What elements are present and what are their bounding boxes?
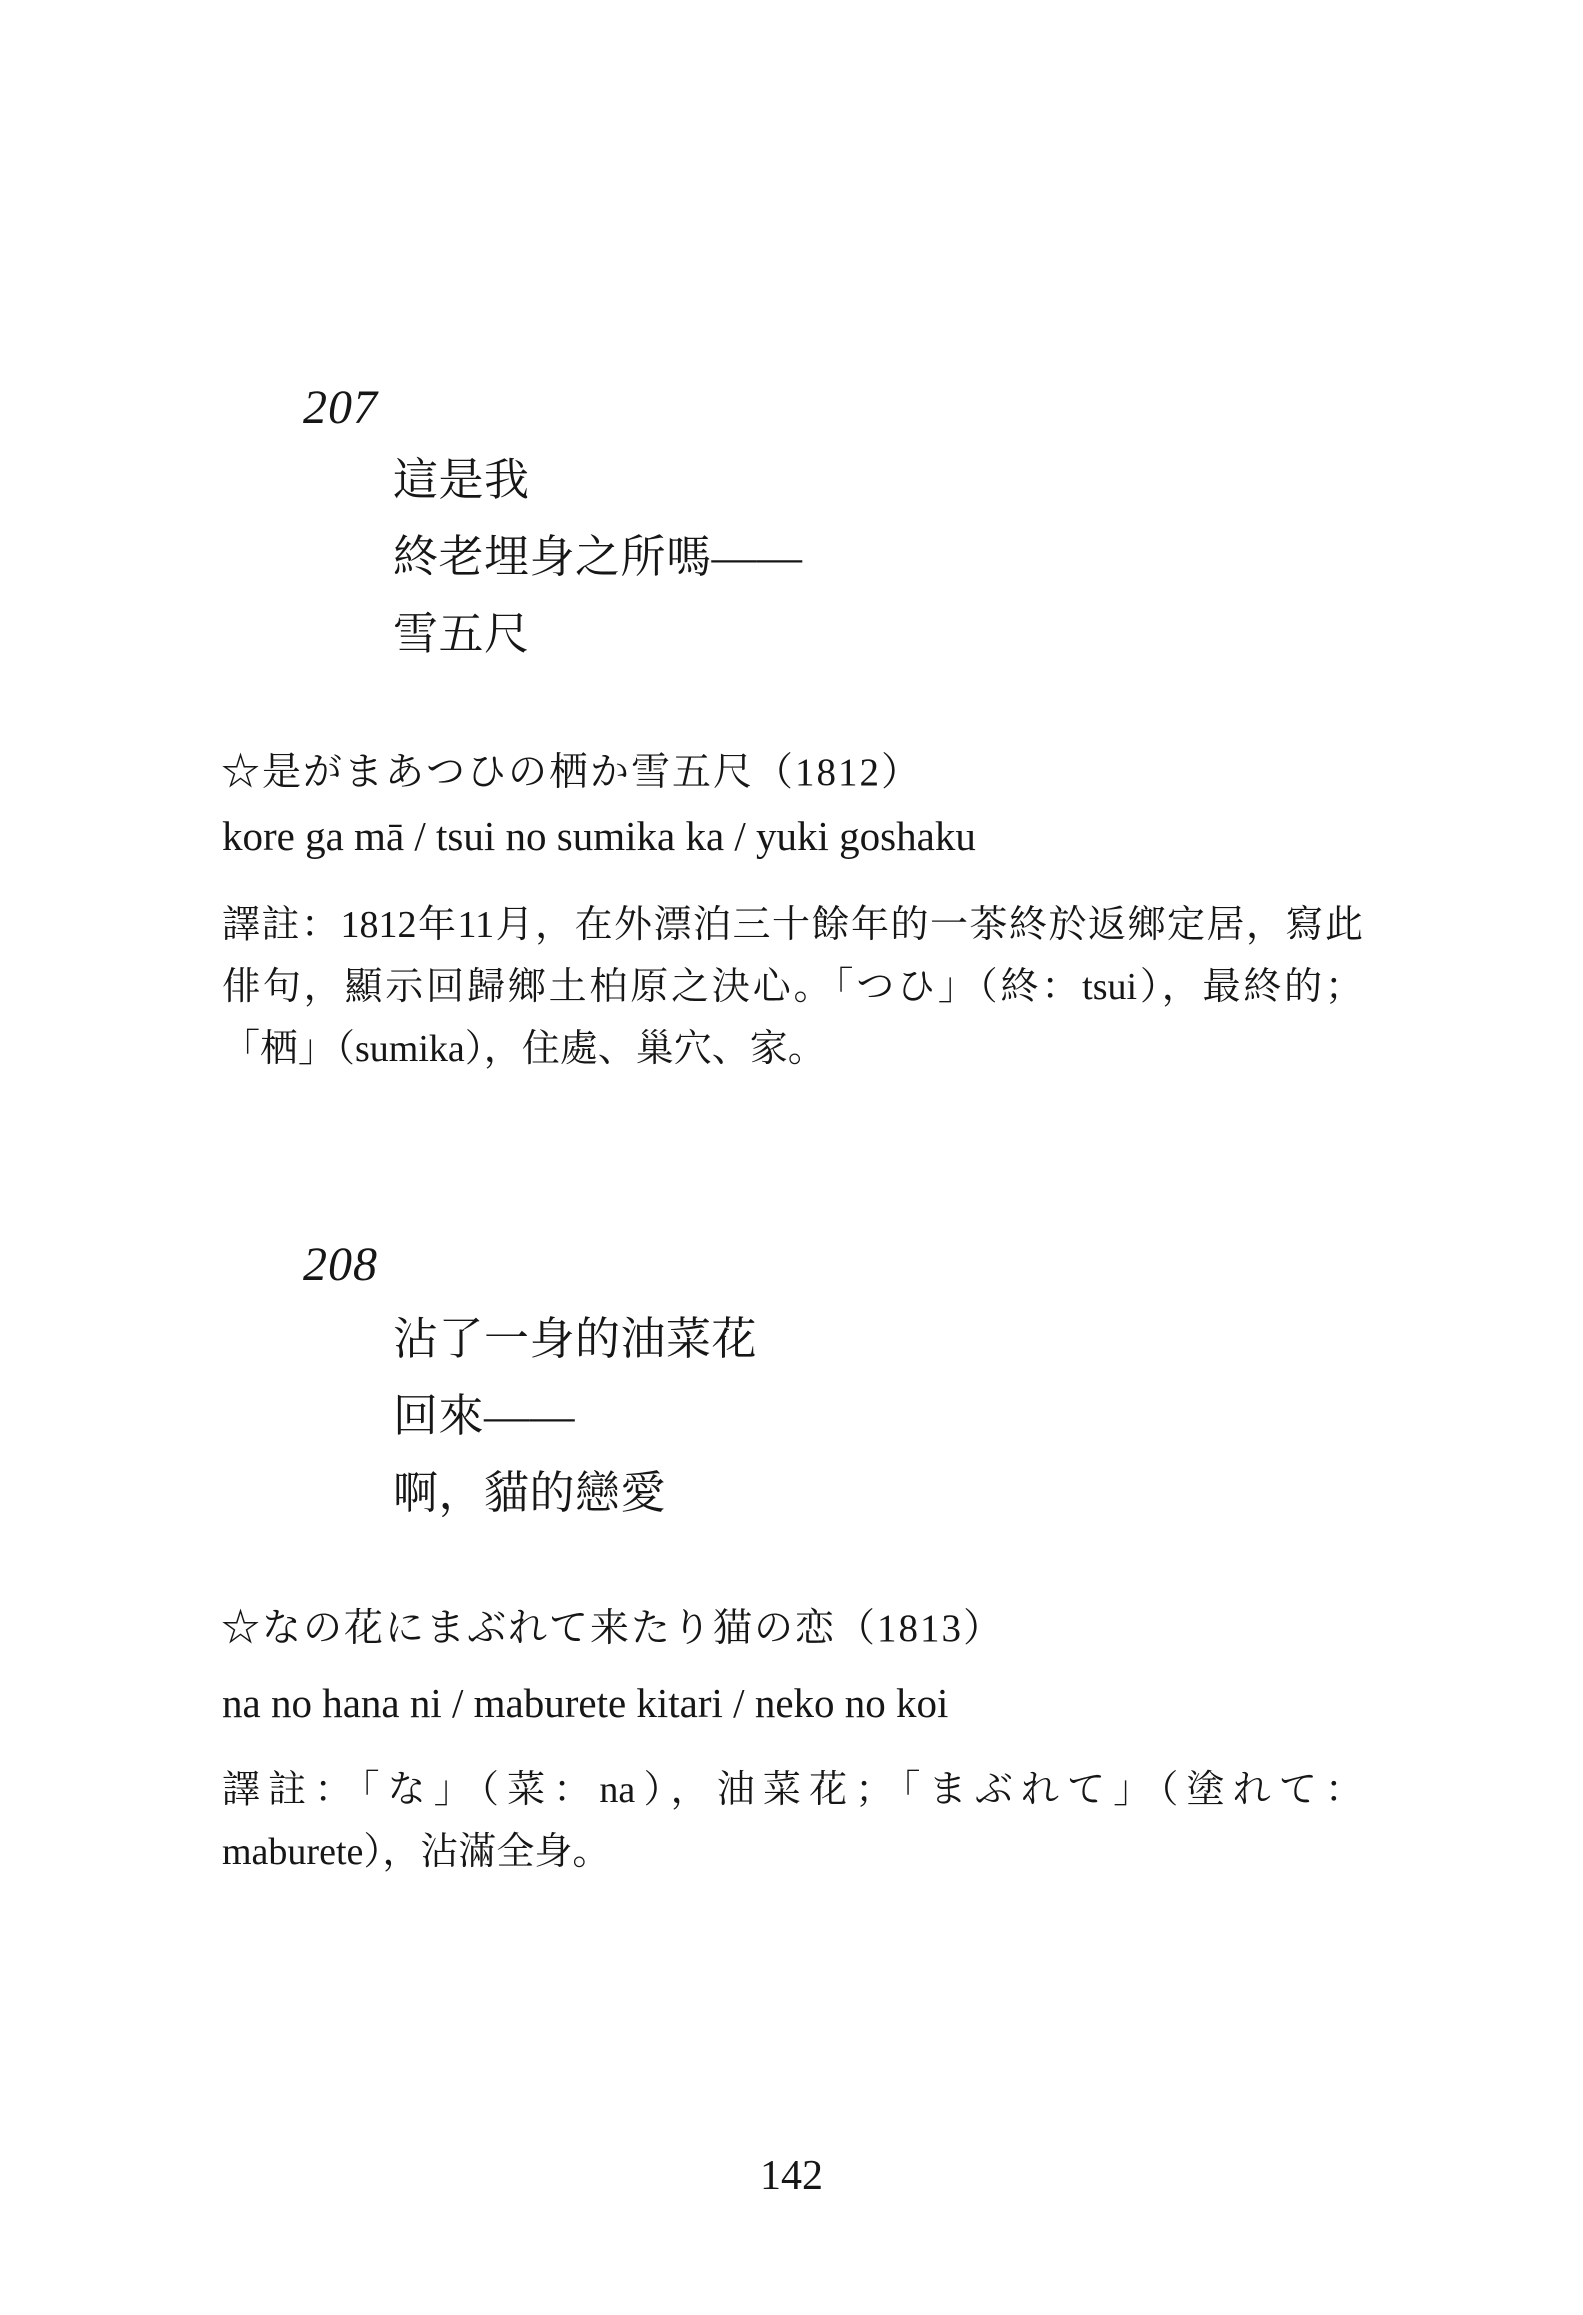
page-number: 142 bbox=[760, 2153, 823, 2199]
poem-translation bbox=[393, 442, 803, 673]
poem-line: 這是我 bbox=[393, 455, 530, 505]
note-line: 譯註：「な」（菜：na），油菜花；「まぶれて」（塗れて： bbox=[222, 1769, 1363, 1811]
romanization: na no hana ni / maburete kitari / neko no koi bbox=[222, 1680, 949, 1726]
romanization: kore ga mā / tsui no sumika ka / yuki goshaku bbox=[222, 813, 976, 859]
note-line: 「栖」（sumika），住處、巢穴、家。 bbox=[222, 1028, 826, 1070]
haiku-original: ☆なの花にまぶれて来たり猫の恋（1813） bbox=[221, 1607, 1005, 1650]
poem-line: 終老埋身之所嗎—— bbox=[393, 532, 803, 582]
poem-translation bbox=[393, 1301, 757, 1532]
note-line: maburete），沾滿全身。 bbox=[222, 1831, 611, 1873]
poem-line: 雪五尺 bbox=[393, 609, 530, 659]
translator-note bbox=[222, 894, 1363, 1080]
haiku-original: ☆是がまあつひの栖か雪五尺（1812） bbox=[221, 751, 923, 794]
poem-line: 回來—— bbox=[393, 1391, 576, 1441]
poem-number: 208 bbox=[303, 1238, 378, 1291]
poem-line: 啊，貓的戀愛 bbox=[393, 1468, 667, 1518]
translator-note bbox=[222, 1759, 1363, 1883]
note-line: 俳句，顯示回歸鄉土柏原之決心。「つひ」（終：tsui），最終的； bbox=[222, 966, 1363, 1008]
poem-line: 沾了一身的油菜花 bbox=[393, 1314, 758, 1364]
note-line: 譯註：1812年11月，在外漂泊三十餘年的一茶終於返鄉定居，寫此 bbox=[222, 904, 1363, 946]
poem-number: 207 bbox=[303, 381, 378, 434]
